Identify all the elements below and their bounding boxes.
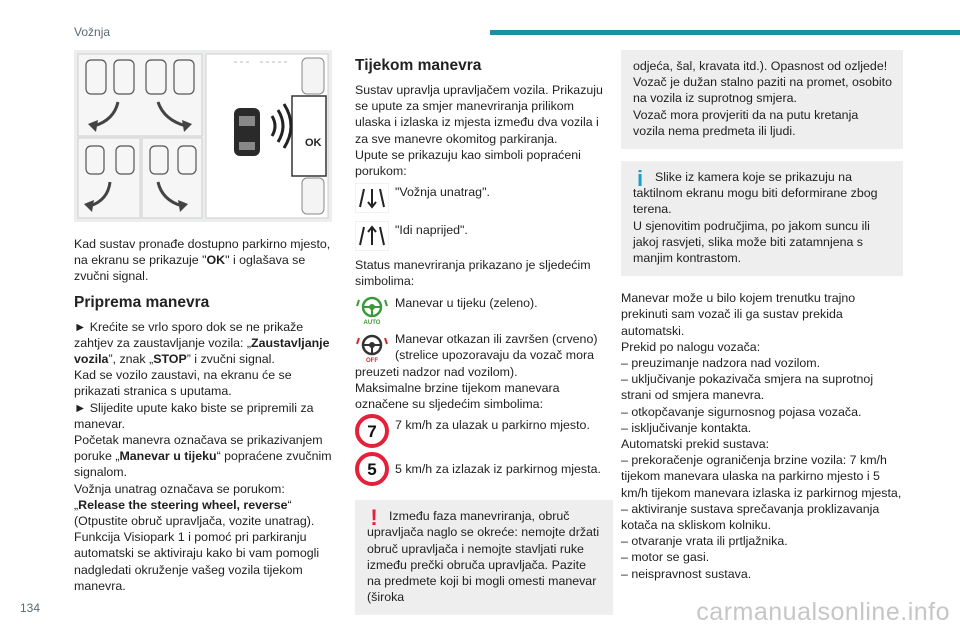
auto-item: – neispravnost sustava. bbox=[621, 566, 752, 581]
svg-text:7: 7 bbox=[367, 422, 377, 442]
maneuver-paragraph-4: Maksimalne brzine tijekom manevara označene su sljedećim simbolima: bbox=[355, 380, 560, 412]
speed-7-label: 7 km/h za ulazak u parkirno mjesto. bbox=[395, 418, 590, 433]
symbol-row-auto bbox=[355, 292, 613, 326]
prep-paragraph-5: Vožnja unatrag označava se porukom: „Release the steering wheel, reverse“ (Otpustite obruč upravljača, vozite unatrag). bbox=[74, 481, 315, 529]
forward-label: "Idi naprijed". bbox=[395, 223, 468, 238]
reverse-arrows-icon bbox=[355, 181, 389, 215]
steering-auto-icon bbox=[355, 292, 389, 326]
running-header: Vožnja bbox=[74, 25, 111, 39]
column-1 bbox=[74, 50, 332, 594]
speed-5-label: 5 km/h za izlazak iz parkirnog mjesta. bbox=[395, 462, 601, 477]
heading-preparation: Priprema manevra bbox=[74, 293, 210, 311]
auto-item: – motor se gasi. bbox=[621, 550, 710, 565]
prep-step-1: ► Krećite se vrlo sporo dok se ne prikaže zahtjev za zaustavljanje vozila: „Zaustavljanje vozila”, znak „STOP” i zvučni signal. bbox=[74, 319, 330, 367]
auto-label: Manevar u tijeku (zeleno). bbox=[395, 295, 538, 310]
symbol-row-speed-5 bbox=[355, 452, 613, 486]
column-3 bbox=[621, 50, 903, 582]
svg-text:5: 5 bbox=[367, 460, 377, 480]
warning-exclamation-icon: ! bbox=[370, 505, 378, 531]
prep-paragraph-4: Početak manevra označava se prikazivanjem poruke „Manevar u tijeku“ popraćene zvučnim signalom. bbox=[74, 433, 332, 480]
info-text-2: U sjenovitim područjima, po jakom suncu ili jakoj rasvjeti, slika može biti zatamnjena s manjim kontrastom. bbox=[633, 218, 870, 266]
interruption-paragraph-1: Manevar može u bilo kojem trenutku trajno prekinuti sam vozač ili ga sustav prekida automatski. bbox=[621, 291, 856, 338]
driver-item: – uključivanje pokazivača smjera na suprotnoj strani od smjera manevra. bbox=[621, 372, 874, 403]
watermark: carmanualsonline.info bbox=[696, 598, 950, 626]
symbol-row-forward bbox=[355, 219, 613, 253]
maneuver-paragraph-1: Sustav upravlja upravljačem vozila. Prikazuju se upute za smjer manevriranja prilikom ulaska i izlaska iz mjesta između dva vozila i za sve manevre okomitog parkiranja. bbox=[355, 83, 603, 146]
page-number: 134 bbox=[20, 601, 41, 615]
reverse-label: "Vožnja unatrag". bbox=[395, 185, 490, 200]
driver-item: – isključivanje kontakta. bbox=[621, 420, 752, 435]
info-icon: i bbox=[636, 166, 644, 192]
off-label-continuation: preuzeti nadzor nad vozilom). bbox=[355, 364, 518, 379]
maneuver-paragraph-2: Upute se prikazuju kao simboli popraćeni porukom: bbox=[355, 147, 581, 179]
prep-paragraph-2: Kad se vozilo zaustavi, na ekranu će se prikazati stranica s uputama. bbox=[74, 368, 292, 399]
prep-step-3: ► Slijedite upute kako biste se pripremili za manevar. bbox=[74, 400, 314, 431]
warning-continued-3: Vozač mora provjeriti da na putu kretanja vozila nema predmeta ili ljudi. bbox=[633, 107, 859, 138]
heading-during-maneuver: Tijekom manevra bbox=[355, 57, 482, 74]
parking-diagram-svg bbox=[74, 50, 332, 222]
interruption-section bbox=[621, 290, 903, 582]
symbol-row-off bbox=[355, 330, 613, 364]
ok-label: OK bbox=[305, 137, 322, 149]
warning-box bbox=[355, 500, 613, 615]
auto-item: – aktiviranje sustava sprečavanja proklizavanja kotača na skliskom kolniku. bbox=[621, 501, 880, 533]
steering-off-icon bbox=[355, 330, 389, 364]
interruption-paragraph-3: Automatski prekid sustava: bbox=[621, 437, 770, 452]
warning-continued-1: odjeća, šal, kravata itd.). Opasnost od ozljede! bbox=[633, 59, 888, 73]
intro-paragraph: Kad sustav pronađe dostupno parkirno mjesto, na ekranu se prikazuje "OK" i oglašava se zvučni signal. bbox=[74, 237, 331, 284]
speed-limit-5-icon bbox=[355, 452, 389, 486]
prep-paragraph-6: Funkcija Visiopark 1 i pomoć pri parkiranju automatski se aktiviraju kako bi vam pomogli nadgledati okruženje vašeg vozila tijekom manevra. bbox=[74, 530, 320, 593]
parking-illustration bbox=[74, 50, 332, 222]
off-label: Manevar otkazan ili završen (crveno) (strelice upozoravaju da vozač mora bbox=[395, 331, 598, 362]
forward-arrows-icon bbox=[355, 219, 389, 253]
auto-item: – prekoračenje ograničenja brzine vozila: 7 km/h tijekom manevara ulaska na parkirno mjesto i 5 km/h tijekom manevara izlaska iz parkirnog mjesta, bbox=[621, 453, 902, 500]
speed-limit-7-icon bbox=[355, 414, 389, 448]
symbol-row-speed-7 bbox=[355, 414, 613, 448]
column-2 bbox=[355, 50, 613, 615]
warning-box-continued bbox=[621, 50, 903, 149]
header-accent-bar bbox=[490, 30, 960, 35]
info-text-1: Slike iz kamera koje se prikazuju na taktilnom ekranu mogu biti deformirane zbog terena. bbox=[633, 170, 878, 217]
warning-text: Između faza manevriranja, obruč upravljača naglo se okreće: nemojte držati obruč upravljača i nemojte stavljati ruke između prečki obruča upravljača. Pazite na predmete koji bi mogli omesti manevar (široka bbox=[367, 509, 600, 605]
svg-text:OFF: OFF bbox=[366, 357, 378, 364]
info-box bbox=[621, 161, 903, 276]
panel-bottom-middle bbox=[142, 138, 202, 218]
warning-continued-2: Vozač je dužan stalno paziti na promet, osobito na vozila iz suprotnog smjera. bbox=[633, 75, 892, 106]
svg-text:AUTO: AUTO bbox=[363, 319, 381, 326]
symbol-row-reverse bbox=[355, 181, 613, 215]
parked-car-top bbox=[302, 58, 324, 94]
parked-car-bottom bbox=[302, 178, 324, 214]
interruption-paragraph-2: Prekid po nalogu vozača: bbox=[621, 339, 761, 354]
driver-item: – preuzimanje nadzora nad vozilom. bbox=[621, 356, 821, 371]
maneuver-paragraph-3: Status manevriranja prikazano je sljedećim simbolima: bbox=[355, 258, 591, 289]
auto-item: – otvaranje vrata ili prtljažnika. bbox=[621, 534, 788, 549]
driver-item: – otkopčavanje sigurnosnog pojasa vozača. bbox=[621, 404, 862, 419]
